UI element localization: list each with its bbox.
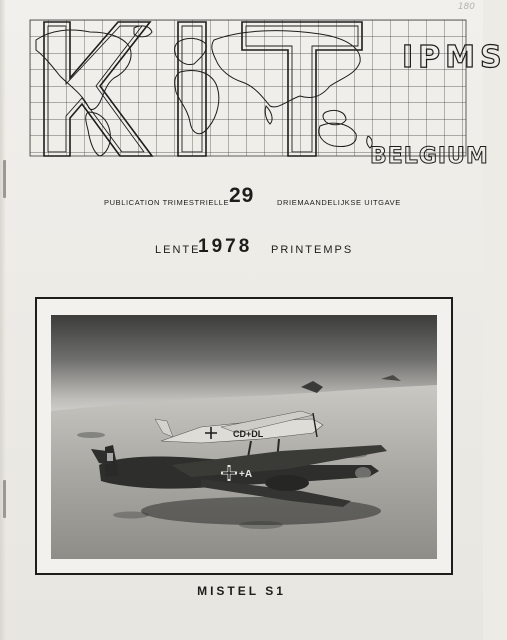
aircraft-model-photo	[51, 315, 437, 559]
photo-caption: MISTEL S1	[197, 584, 286, 598]
pencil-mark: 180	[457, 2, 475, 12]
cover-photo	[51, 315, 437, 559]
year: 1978	[198, 236, 253, 257]
lower-aircraft-code: +A	[239, 469, 253, 480]
photo-frame	[35, 297, 453, 575]
publication-frequency-fr: PUBLICATION TRIMESTRIELLE	[104, 198, 230, 207]
issue-number: 29	[229, 184, 255, 207]
belgium-wordmark: BELGIUM	[370, 144, 489, 169]
season-fr: PRINTEMPS	[271, 244, 354, 256]
staple-bottom	[3, 480, 6, 518]
upper-aircraft-code: CD+DL	[233, 429, 264, 439]
publication-frequency-nl: DRIEMAANDELIJKSE UITGAVE	[277, 198, 401, 207]
masthead	[30, 20, 507, 169]
season-nl: LENTE	[155, 244, 201, 256]
season-row	[0, 236, 483, 260]
publication-info-row	[0, 184, 483, 208]
binding-edge	[0, 0, 6, 640]
ipms-wordmark: IPMS	[402, 40, 507, 75]
masthead-logo	[30, 20, 466, 160]
